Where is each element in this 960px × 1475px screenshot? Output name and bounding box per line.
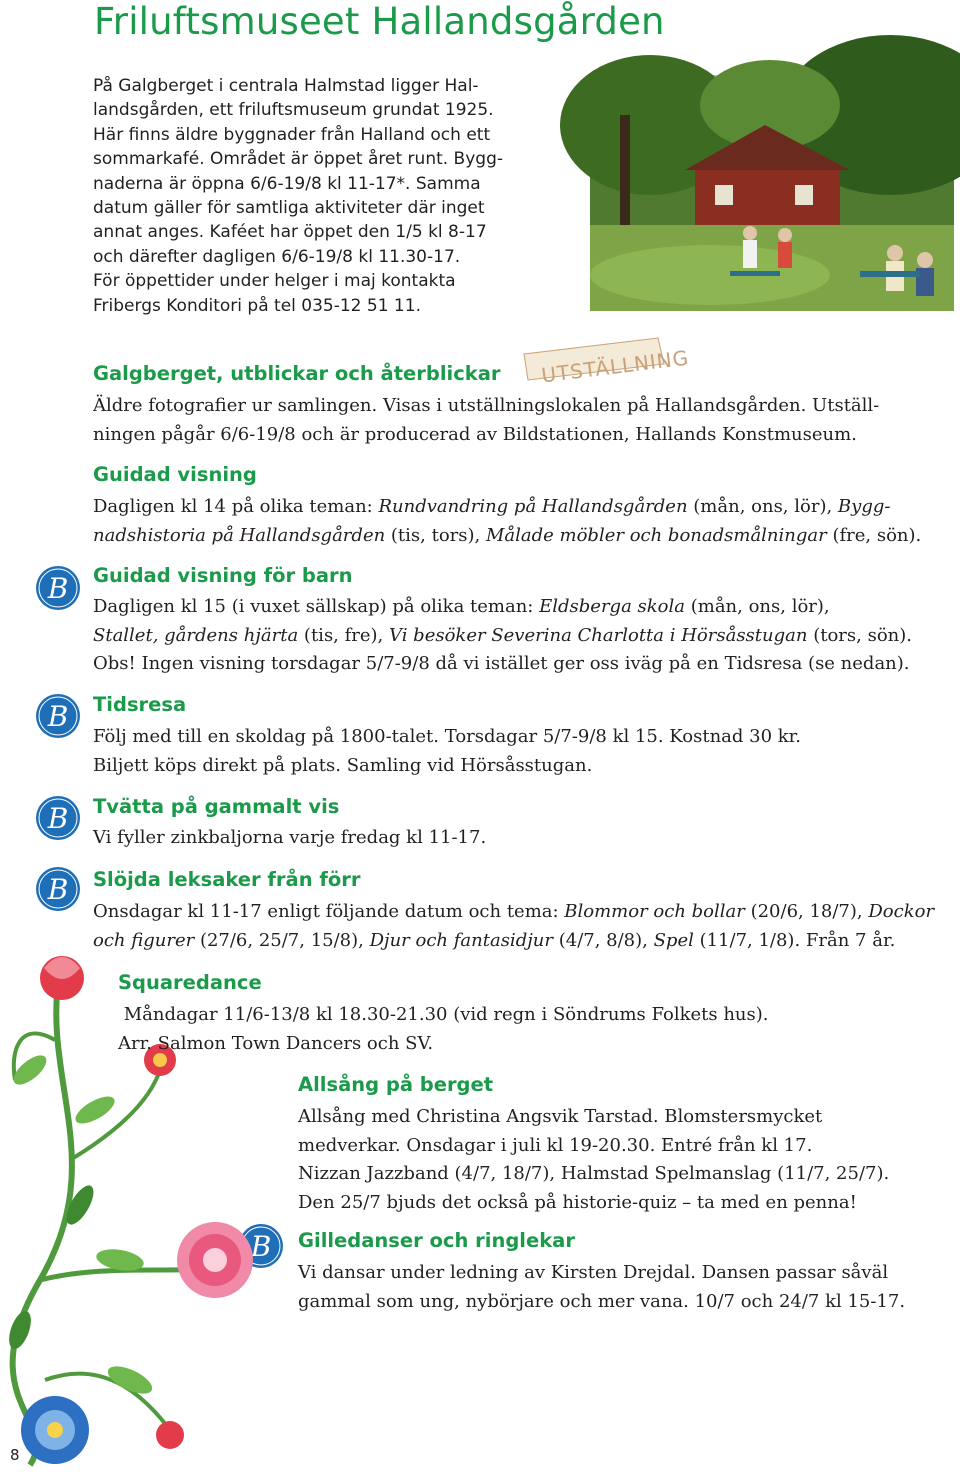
section-body-tvatta — [93, 824, 486, 853]
hallandsgarden-photo — [590, 75, 954, 311]
intro-line: Fribergs Konditori på tel 035-12 51 11. — [93, 295, 421, 316]
stamp-label: UTSTÄLLNING — [540, 345, 691, 388]
intro-line: sommarkafé. Området är öppet året runt. Bygg- — [93, 149, 504, 170]
section-heading-tidsresa: Tidsresa — [93, 693, 187, 716]
intro-line: Här finns äldre byggnader från Halland och ett — [93, 124, 491, 145]
section-body-squaredance — [118, 1001, 769, 1058]
b-badge-icon — [35, 565, 81, 611]
section-body-galgberget — [93, 392, 879, 449]
section-body-gilledanser — [298, 1259, 905, 1316]
b-badge-icon — [35, 693, 81, 739]
svg-text:B: B — [250, 1230, 272, 1263]
body-line: Vi fyller zinkbaljorna varje fredag kl 11-17. — [93, 827, 487, 848]
body-line: ningen pågår 6/6-19/8 och är producerad av Bildstationen, Hallands Konstmuseum. — [93, 423, 857, 445]
intro-line: och därefter dagligen 6/6-19/8 kl 11.30-17. — [93, 246, 461, 267]
section-heading-guidad-visning: Guidad visning — [93, 463, 257, 486]
page-number: 8 — [10, 1446, 20, 1464]
body-line: Måndagar 11/6-13/8 kl 18.30-21.30 (vid regn i Söndrums Folkets hus). — [118, 1004, 769, 1025]
svg-text:B: B — [47, 572, 69, 605]
body-line: nadshistoria på Hallandsgården (tis, tors), Målade möbler och bonadsmålningar (fre, sön). — [93, 524, 922, 546]
intro-line: datum gäller för samtliga aktiviteter där inget — [93, 198, 485, 219]
body-line: Äldre fotografier ur samlingen. Visas i utställningslokalen på Hallandsgården. Utställ- — [93, 395, 880, 416]
utstallning-stamp — [520, 334, 691, 388]
body-line: Biljett köps direkt på plats. Samling vid Hörsåsstugan. — [93, 754, 593, 776]
section-body-allsang — [298, 1103, 889, 1217]
intro-line: landsgården, ett friluftsmuseum grundat 1925. — [93, 100, 494, 121]
body-line: Vi dansar under ledning av Kirsten Drejdal. Dansen passar såväl — [298, 1262, 889, 1283]
b-badge-icon — [35, 866, 81, 912]
svg-text:B: B — [47, 873, 69, 906]
svg-text:B: B — [47, 802, 69, 835]
body-line: Arr. Salmon Town Dancers och SV. — [118, 1032, 434, 1054]
page-title: Friluftsmuseet Hallandsgården — [94, 0, 665, 43]
section-heading-tvatta: Tvätta på gammalt vis — [93, 795, 340, 818]
section-heading-galgberget: Galgberget, utblickar och återblickar — [93, 362, 501, 385]
body-line: och figurer (27/6, 25/7, 15/8), Djur och fantasidjur (4/7, 8/8), Spel (11/7, 1/8). Från 7 år. — [93, 929, 896, 951]
section-heading-gilledanser: Gilledanser och ringlekar — [298, 1229, 575, 1252]
section-heading-guidad-visning-barn: Guidad visning för barn — [93, 564, 353, 587]
b-badge-icon — [35, 795, 81, 841]
intro-line: naderna är öppna 6/6-19/8 kl 11-17*. Samma — [93, 173, 481, 194]
intro-line: annat anges. Kaféet har öppet den 1/5 kl 8-17 — [93, 222, 487, 243]
body-line: Dagligen kl 15 (i vuxet sällskap) på olika teman: Eldsberga skola (mån, ons, lör), — [93, 596, 830, 617]
body-line: Den 25/7 bjuds det också på historie-quiz – ta med en penna! — [298, 1191, 857, 1213]
section-body-guidad-visning-barn — [93, 593, 912, 679]
section-body-tidsresa — [93, 723, 801, 780]
svg-text:B: B — [47, 700, 69, 733]
body-line: Onsdagar kl 11-17 enligt följande datum och tema: Blommor och bollar (20/6, 18/7), Dockor — [93, 901, 935, 922]
body-line: gammal som ung, nybörjare och mer vana. 10/7 och 24/7 kl 15-17. — [298, 1290, 906, 1312]
body-line: medverkar. Onsdagar i juli kl 19-20.30. Entré från kl 17. — [298, 1134, 813, 1156]
body-line: Dagligen kl 14 på olika teman: Rundvandring på Hallandsgården (mån, ons, lör), Bygg- — [93, 496, 891, 517]
intro-line: För öppettider under helger i maj kontakta — [93, 271, 456, 292]
body-line: Stallet, gårdens hjärta (tis, fre), Vi besöker Severina Charlotta i Hörsåsstugan (tors, sön). — [93, 624, 912, 646]
section-heading-squaredance: Squaredance — [118, 971, 262, 994]
section-heading-slojda: Slöjda leksaker från förr — [93, 868, 361, 891]
body-line: Obs! Ingen visning torsdagar 5/7-9/8 då vi istället ger oss iväg på en Tidsresa (se nedan). — [93, 653, 910, 674]
section-heading-allsang: Allsång på berget — [298, 1073, 494, 1096]
section-body-guidad-visning — [93, 493, 921, 550]
body-line: Följ med till en skoldag på 1800-talet. Torsdagar 5/7-9/8 kl 15. Kostnad 30 kr. — [93, 726, 802, 747]
body-line: Nizzan Jazzband (4/7, 18/7), Halmstad Spelmanslag (11/7, 25/7). — [298, 1163, 890, 1184]
body-line: Allsång med Christina Angsvik Tarstad. Blomstersmycket — [298, 1106, 823, 1127]
intro-paragraph — [93, 74, 563, 318]
intro-line: På Galgberget i centrala Halmstad ligger Hal- — [93, 76, 479, 96]
section-body-slojda — [93, 898, 934, 955]
